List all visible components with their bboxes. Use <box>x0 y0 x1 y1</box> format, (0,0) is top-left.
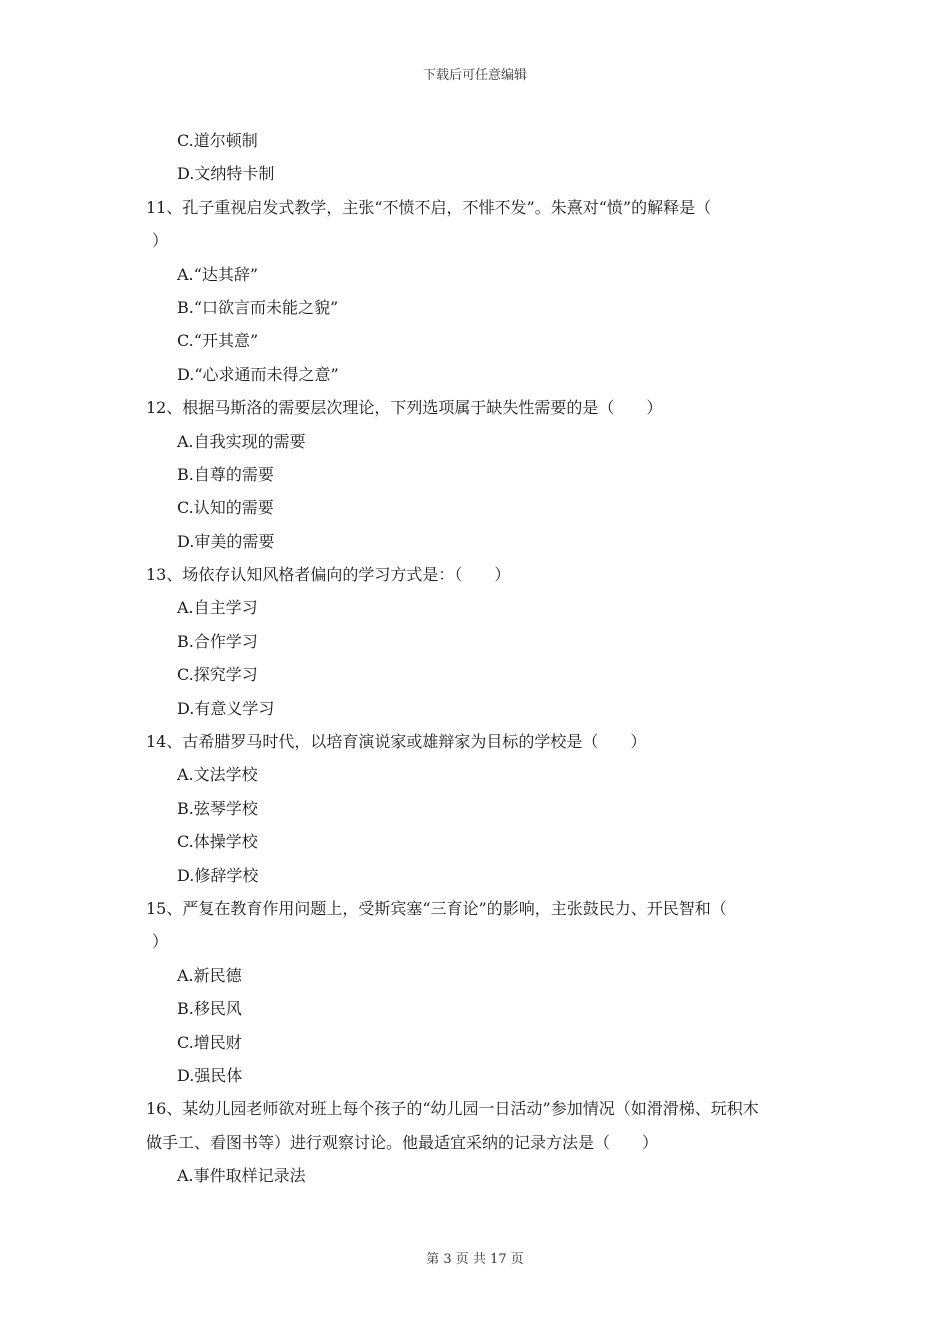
answer-option: B.合作学习 <box>177 631 258 651</box>
question-text: 15、严复在教育作用问题上，受斯宾塞“三育论”的影响，主张鼓民力、开民智和（ <box>146 898 727 918</box>
document-body <box>146 124 816 1193</box>
question-text: 12、根据马斯洛的需要层次理论，下列选项属于缺失性需要的是（ ） <box>146 398 663 418</box>
answer-option: C.“开其意” <box>177 331 259 351</box>
question-text: 11、孔子重视启发式教学，主张“不愤不启，不悱不发”。朱熹对“愤”的解释是（ <box>146 197 712 217</box>
answer-option: C.道尔顿制 <box>177 131 258 150</box>
answer-option: A.文法学校 <box>177 765 258 785</box>
question-continuation: ） <box>152 932 169 952</box>
question-text: 做手工、看图书等）进行观察讨论。他最适宜采纳的记录方法是（ ） <box>146 1132 659 1152</box>
answer-option: A.事件取样记录法 <box>177 1166 306 1186</box>
answer-option: D.有意义学习 <box>177 698 275 718</box>
page-header: 下载后可任意编辑 <box>422 68 527 83</box>
answer-option: C.认知的需要 <box>177 498 274 518</box>
answer-option: C.体操学校 <box>177 832 258 852</box>
answer-option: C.增民财 <box>177 1032 242 1052</box>
question-text: 14、古希腊罗马时代，以培育演说家或雄辩家为目标的学校是（ ） <box>146 732 647 752</box>
answer-option: D.修辞学校 <box>177 865 259 885</box>
answer-option: B.弦琴学校 <box>177 798 258 818</box>
question-continuation: ） <box>152 231 169 251</box>
answer-option: C.探究学习 <box>177 665 258 685</box>
answer-option: B.“口欲言而未能之貌” <box>177 297 339 317</box>
answer-option: D.文纳特卡制 <box>177 164 275 184</box>
answer-option: A.自主学习 <box>177 598 258 618</box>
answer-option: A.新民德 <box>177 965 242 985</box>
answer-option: D.强民体 <box>177 1065 243 1085</box>
answer-option: B.移民风 <box>177 999 242 1019</box>
question-text: 16、某幼儿园老师欲对班上每个孩子的“幼儿园一日活动”参加情况（如滑滑梯、玩积木 <box>146 1099 759 1119</box>
answer-option: A.“达其辞” <box>177 264 259 284</box>
answer-option: D.“心求通而未得之意” <box>177 364 339 384</box>
question-text: 13、场依存认知风格者偏向的学习方式是：（ ） <box>146 565 511 585</box>
answer-option: A.自我实现的需要 <box>177 431 306 451</box>
answer-option: D.审美的需要 <box>177 531 275 551</box>
page-footer: 第 3 页 共 17 页 <box>426 1252 524 1267</box>
answer-option: B.自尊的需要 <box>177 464 274 484</box>
